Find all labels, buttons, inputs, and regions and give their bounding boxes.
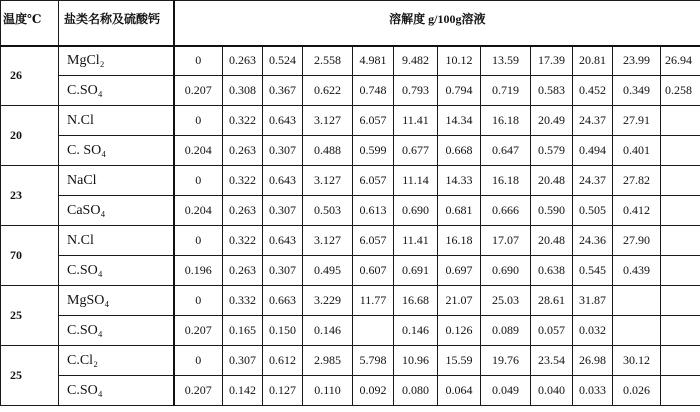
solubility-value-cell: 0.503	[303, 196, 353, 226]
temperature-cell: 26	[1, 46, 59, 106]
table-row	[1, 376, 700, 406]
solubility-value-cell: 0.412	[613, 196, 661, 226]
solubility-value-cell: 20.48	[531, 166, 573, 196]
table-row	[1, 76, 700, 106]
solubility-value-cell: 0.322	[223, 106, 263, 136]
solubility-value-cell: 17.07	[481, 226, 531, 256]
solubility-value-cell: 0.207	[174, 376, 223, 406]
solubility-value-cell: 0.196	[174, 256, 223, 286]
temperature-cell: 70	[1, 226, 59, 286]
solubility-value-cell	[661, 256, 700, 286]
table-row	[1, 256, 700, 286]
solubility-value-cell: 0.263	[223, 136, 263, 166]
solubility-value-cell: 0.367	[263, 76, 303, 106]
solubility-value-cell	[661, 196, 700, 226]
solubility-value-cell	[661, 166, 700, 196]
solubility-value-cell: 0.719	[481, 76, 531, 106]
solubility-value-cell	[661, 286, 700, 316]
salt-name-cell: NaCl	[59, 166, 174, 196]
salt-name-cell: MgCl₂	[59, 46, 174, 76]
solubility-value-cell: 0.643	[263, 166, 303, 196]
solubility-value-cell: 0.064	[438, 376, 481, 406]
solubility-value-cell: 0.126	[438, 316, 481, 346]
solubility-value-cell: 0.647	[481, 136, 531, 166]
solubility-value-cell: 31.87	[573, 286, 613, 316]
table-header	[1, 1, 700, 46]
temperature-header: 温度℃	[1, 1, 59, 46]
solubility-value-cell: 0.204	[174, 196, 223, 226]
solubility-value-cell: 27.90	[613, 226, 661, 256]
solubility-value-cell	[661, 376, 700, 406]
solubility-value-cell: 0.026	[613, 376, 661, 406]
table-row	[1, 226, 700, 256]
table-row	[1, 286, 700, 316]
salt-name-cell: C.SO₄	[59, 316, 174, 346]
table-row	[1, 106, 700, 136]
solubility-value-cell: 16.18	[481, 166, 531, 196]
solubility-value-cell: 23.99	[613, 46, 661, 76]
solubility-value-cell: 0.794	[438, 76, 481, 106]
solubility-value-cell: 0.439	[613, 256, 661, 286]
solubility-value-cell: 0.545	[573, 256, 613, 286]
salt-name-cell: CaSO₄	[59, 196, 174, 226]
temperature-cell: 20	[1, 106, 59, 166]
salt-name-cell: N.Cl	[59, 106, 174, 136]
solubility-value-cell: 17.39	[531, 46, 573, 76]
solubility-value-cell: 6.057	[353, 226, 394, 256]
solubility-value-cell: 0.495	[303, 256, 353, 286]
solubility-value-cell: 0	[174, 286, 223, 316]
solubility-value-cell: 0.146	[394, 316, 438, 346]
solubility-value-cell: 11.77	[353, 286, 394, 316]
solubility-value-cell: 10.96	[394, 346, 438, 376]
solubility-value-cell: 26.98	[573, 346, 613, 376]
solubility-value-cell: 0	[174, 346, 223, 376]
solubility-value-cell: 0.089	[481, 316, 531, 346]
solubility-value-cell: 0.668	[438, 136, 481, 166]
solubility-value-cell: 0.666	[481, 196, 531, 226]
solubility-value-cell: 11.41	[394, 226, 438, 256]
solubility-value-cell: 0.638	[531, 256, 573, 286]
solubility-value-cell: 0.793	[394, 76, 438, 106]
solubility-value-cell: 0.488	[303, 136, 353, 166]
solubility-header: 溶解度 g/100g溶液	[174, 1, 700, 46]
solubility-value-cell: 24.37	[573, 106, 613, 136]
solubility-value-cell: 3.127	[303, 166, 353, 196]
table-body	[1, 46, 700, 406]
solubility-value-cell: 25.03	[481, 286, 531, 316]
solubility-value-cell: 0.452	[573, 76, 613, 106]
solubility-value-cell: 6.057	[353, 166, 394, 196]
solubility-value-cell: 0.612	[263, 346, 303, 376]
solubility-value-cell: 27.91	[613, 106, 661, 136]
salt-name-cell: C.Cl₂	[59, 346, 174, 376]
salt-name-cell: C.SO₄	[59, 256, 174, 286]
solubility-value-cell: 11.41	[394, 106, 438, 136]
table-row	[1, 196, 700, 226]
solubility-value-cell: 16.68	[394, 286, 438, 316]
solubility-value-cell: 0.263	[223, 196, 263, 226]
solubility-value-cell	[613, 316, 661, 346]
temperature-cell: 23	[1, 166, 59, 226]
solubility-value-cell: 0.401	[613, 136, 661, 166]
solubility-value-cell: 0.579	[531, 136, 573, 166]
solubility-value-cell: 0.505	[573, 196, 613, 226]
solubility-value-cell: 0.613	[353, 196, 394, 226]
solubility-value-cell: 0.308	[223, 76, 263, 106]
solubility-value-cell: 15.59	[438, 346, 481, 376]
solubility-value-cell: 0.207	[174, 76, 223, 106]
solubility-value-cell: 11.14	[394, 166, 438, 196]
solubility-value-cell: 0.307	[263, 136, 303, 166]
solubility-value-cell: 23.54	[531, 346, 573, 376]
solubility-value-cell: 0.307	[263, 196, 303, 226]
solubility-value-cell: 28.61	[531, 286, 573, 316]
solubility-value-cell: 0.622	[303, 76, 353, 106]
solubility-value-cell: 0.263	[223, 46, 263, 76]
solubility-value-cell: 14.34	[438, 106, 481, 136]
salt-name-cell: MgSO₄	[59, 286, 174, 316]
table-row	[1, 316, 700, 346]
solubility-value-cell: 6.057	[353, 106, 394, 136]
solubility-value-cell: 0.142	[223, 376, 263, 406]
solubility-value-cell: 0.307	[223, 346, 263, 376]
solubility-value-cell: 0.040	[531, 376, 573, 406]
solubility-value-cell: 30.12	[613, 346, 661, 376]
solubility-value-cell: 0.332	[223, 286, 263, 316]
solubility-value-cell: 0.204	[174, 136, 223, 166]
solubility-value-cell: 0.663	[263, 286, 303, 316]
solubility-value-cell: 0.494	[573, 136, 613, 166]
solubility-value-cell: 0.690	[394, 196, 438, 226]
solubility-value-cell: 21.07	[438, 286, 481, 316]
solubility-value-cell: 2.558	[303, 46, 353, 76]
solubility-value-cell: 5.798	[353, 346, 394, 376]
solubility-value-cell: 0.092	[353, 376, 394, 406]
solubility-value-cell: 0.349	[613, 76, 661, 106]
solubility-value-cell: 0.322	[223, 226, 263, 256]
solubility-value-cell: 0.258	[661, 76, 700, 106]
solubility-value-cell: 9.482	[394, 46, 438, 76]
solubility-value-cell: 20.48	[531, 226, 573, 256]
solubility-value-cell: 0.677	[394, 136, 438, 166]
solubility-value-cell: 26.94	[661, 46, 700, 76]
solubility-value-cell	[661, 136, 700, 166]
solubility-value-cell: 0.057	[531, 316, 573, 346]
solubility-value-cell: 16.18	[438, 226, 481, 256]
solubility-value-cell: 0.691	[394, 256, 438, 286]
solubility-value-cell: 24.37	[573, 166, 613, 196]
solubility-value-cell: 4.981	[353, 46, 394, 76]
solubility-value-cell: 0.033	[573, 376, 613, 406]
solubility-value-cell	[661, 226, 700, 256]
solubility-value-cell: 0.697	[438, 256, 481, 286]
solubility-value-cell: 0.307	[263, 256, 303, 286]
solubility-value-cell: 0.607	[353, 256, 394, 286]
temperature-cell: 25	[1, 346, 59, 406]
solubility-value-cell: 0.322	[223, 166, 263, 196]
solubility-value-cell: 0.207	[174, 316, 223, 346]
solubility-value-cell: 0.690	[481, 256, 531, 286]
solubility-value-cell: 0.110	[303, 376, 353, 406]
solubility-value-cell: 0.643	[263, 226, 303, 256]
temperature-cell: 25	[1, 286, 59, 346]
salt-name-cell: C.SO₄	[59, 376, 174, 406]
solubility-value-cell: 0.032	[573, 316, 613, 346]
solubility-value-cell: 0.748	[353, 76, 394, 106]
solubility-value-cell: 24.36	[573, 226, 613, 256]
solubility-value-cell: 0.681	[438, 196, 481, 226]
solubility-value-cell: 0.643	[263, 106, 303, 136]
salt-name-cell: C. SO₄	[59, 136, 174, 166]
solubility-value-cell: 10.12	[438, 46, 481, 76]
solubility-value-cell: 0.524	[263, 46, 303, 76]
solubility-value-cell: 0.080	[394, 376, 438, 406]
table-row	[1, 346, 700, 376]
solubility-value-cell: 3.127	[303, 106, 353, 136]
solubility-value-cell: 20.81	[573, 46, 613, 76]
solubility-value-cell: 0.590	[531, 196, 573, 226]
solubility-value-cell: 3.127	[303, 226, 353, 256]
solubility-value-cell	[661, 316, 700, 346]
solubility-value-cell: 14.33	[438, 166, 481, 196]
solubility-value-cell: 0.599	[353, 136, 394, 166]
solubility-value-cell: 2.985	[303, 346, 353, 376]
solubility-value-cell: 13.59	[481, 46, 531, 76]
solubility-value-cell	[613, 286, 661, 316]
solubility-value-cell: 0.146	[303, 316, 353, 346]
solubility-value-cell	[661, 346, 700, 376]
solubility-value-cell: 19.76	[481, 346, 531, 376]
solubility-value-cell: 0	[174, 106, 223, 136]
table-row	[1, 136, 700, 166]
header-row	[1, 1, 700, 46]
salt-name-header: 盐类名称及硫酸钙	[59, 1, 174, 46]
salt-name-cell: C.SO₄	[59, 76, 174, 106]
solubility-value-cell: 0.127	[263, 376, 303, 406]
solubility-value-cell: 0.165	[223, 316, 263, 346]
solubility-value-cell: 27.82	[613, 166, 661, 196]
solubility-value-cell: 0.150	[263, 316, 303, 346]
solubility-value-cell: 0.049	[481, 376, 531, 406]
solubility-value-cell: 0	[174, 166, 223, 196]
solubility-value-cell: 0	[174, 226, 223, 256]
salt-name-cell: N.Cl	[59, 226, 174, 256]
solubility-value-cell: 3.229	[303, 286, 353, 316]
solubility-value-cell	[353, 316, 394, 346]
solubility-value-cell: 20.49	[531, 106, 573, 136]
table-row	[1, 166, 700, 196]
solubility-value-cell: 0.263	[223, 256, 263, 286]
solubility-value-cell: 16.18	[481, 106, 531, 136]
solubility-value-cell: 0.583	[531, 76, 573, 106]
solubility-value-cell: 0	[174, 46, 223, 76]
solubility-value-cell	[661, 106, 700, 136]
table-row	[1, 46, 700, 76]
